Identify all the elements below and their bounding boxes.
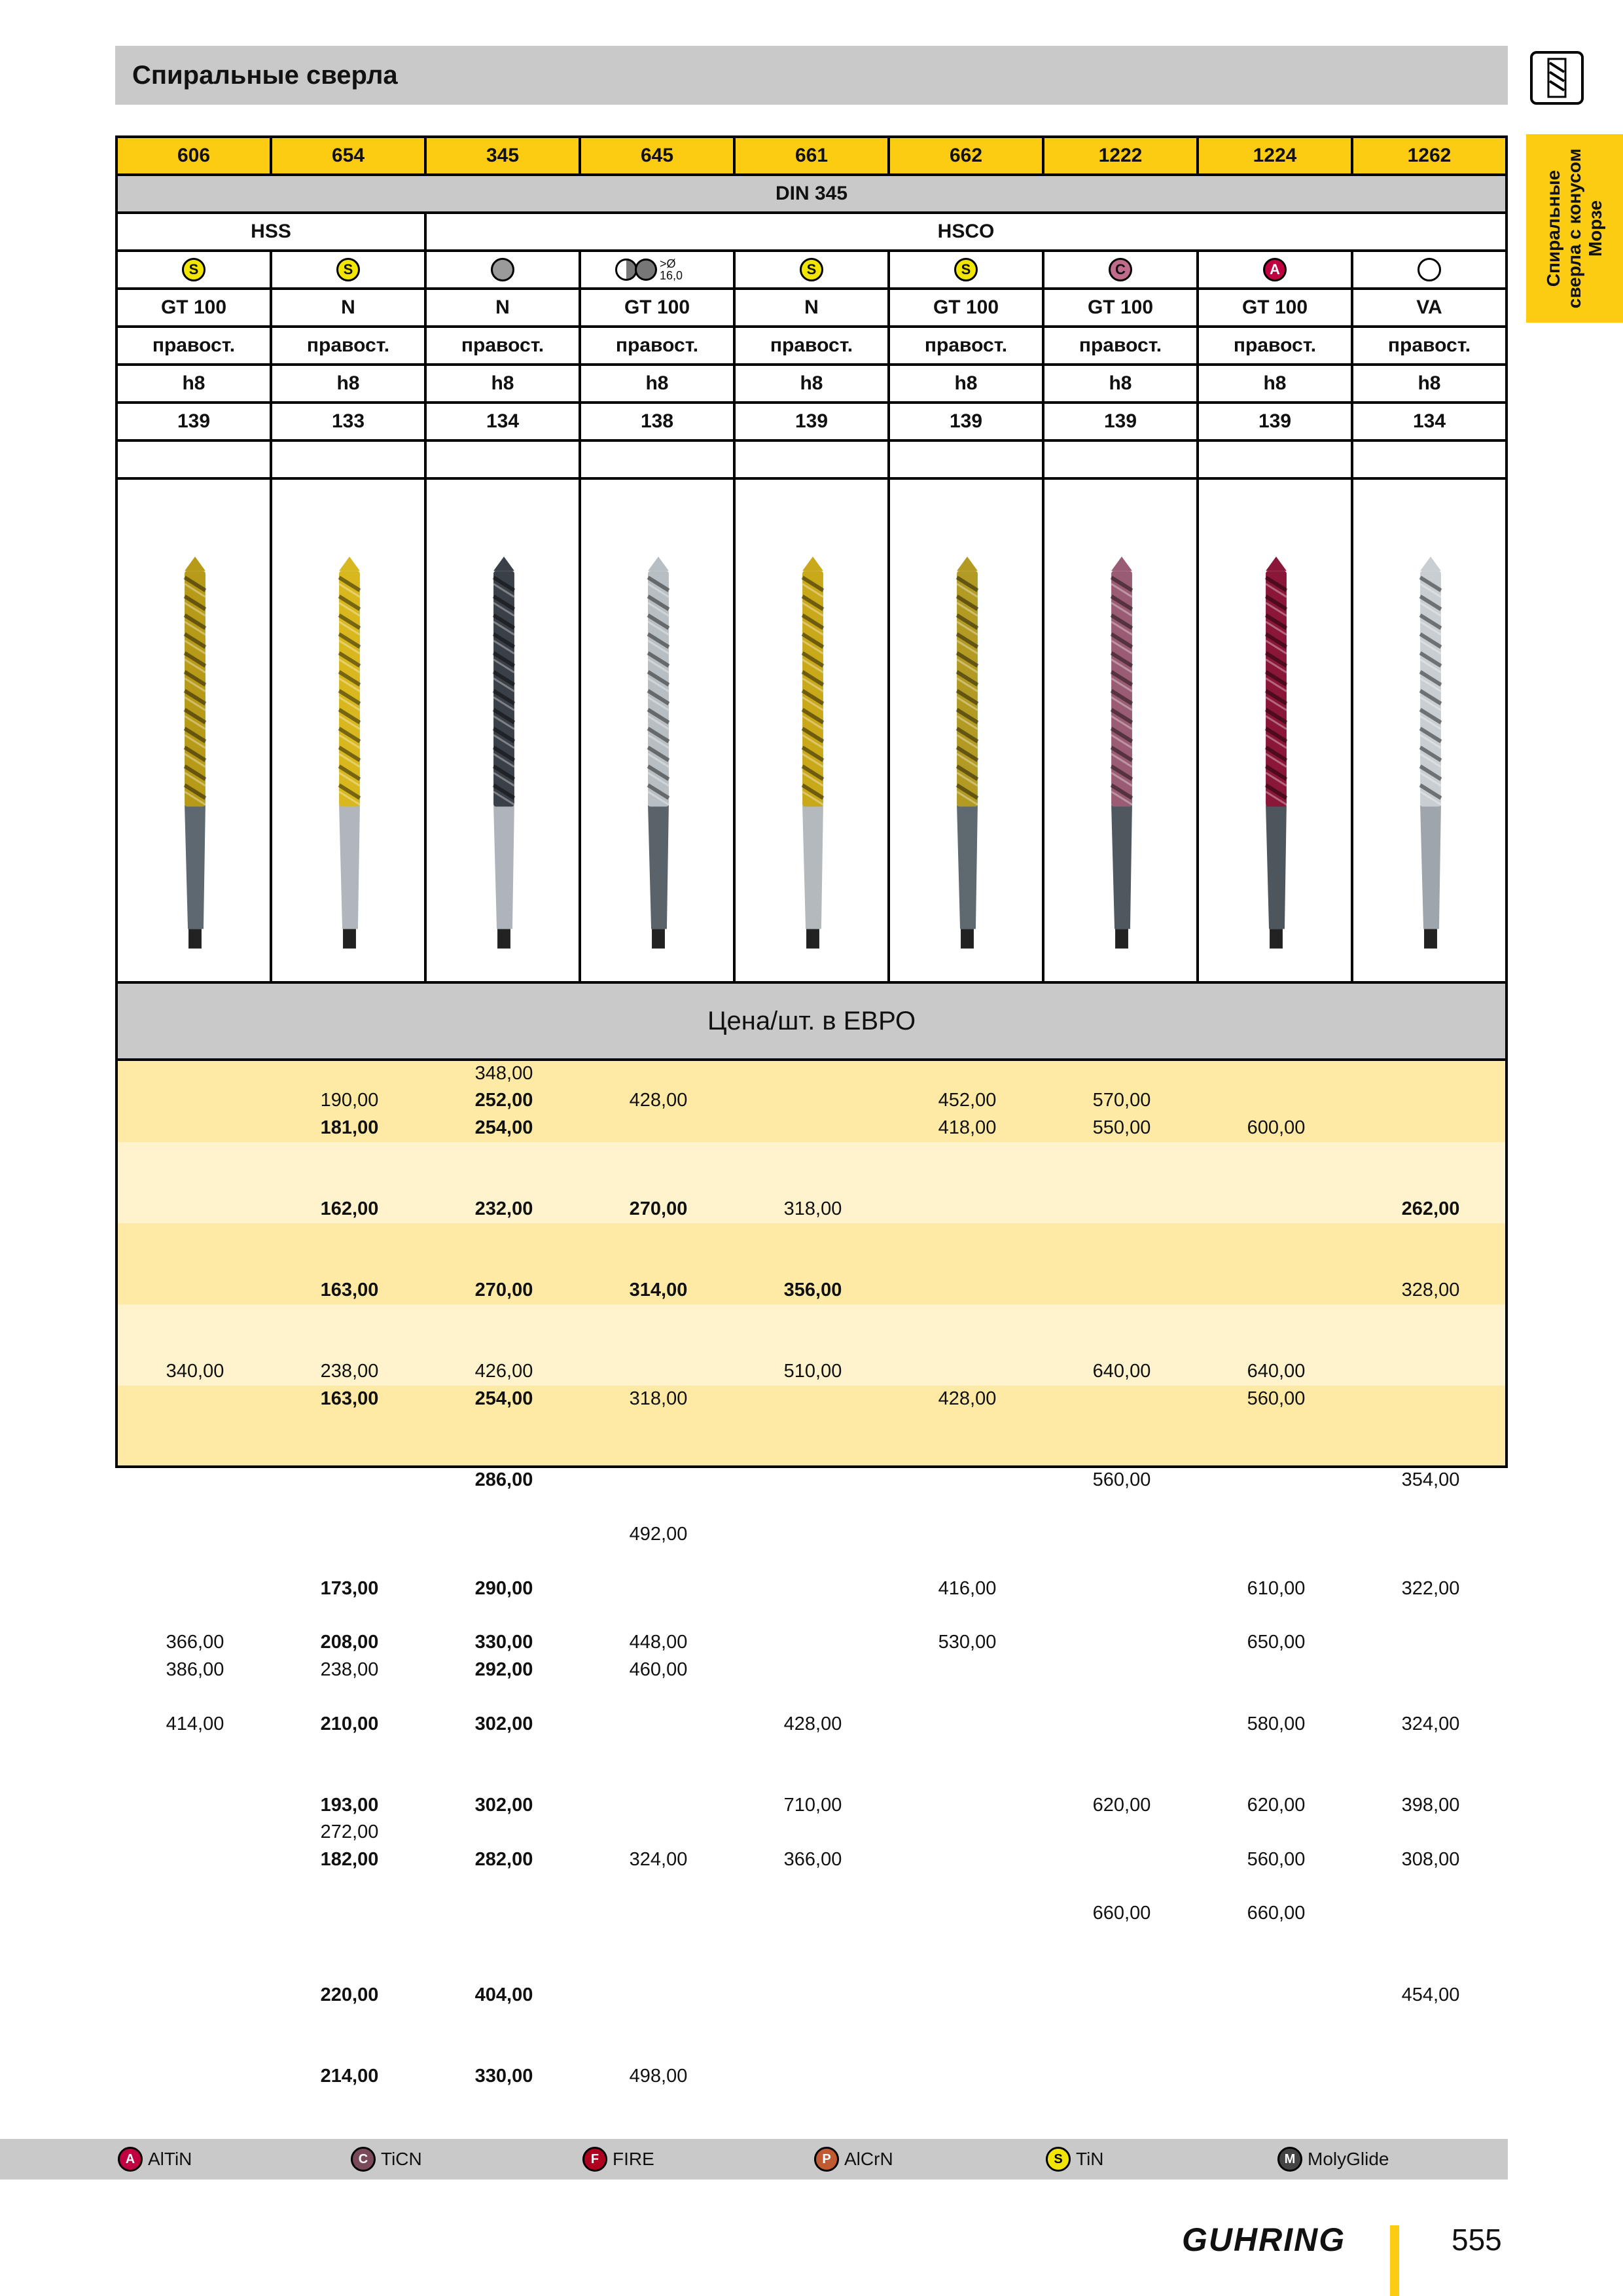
price-value: 328,00	[1401, 1280, 1460, 1301]
price-value: 232,00	[474, 1198, 533, 1219]
price-value: 340,00	[166, 1361, 224, 1382]
type-cell: N	[736, 290, 890, 325]
price-value: 620,00	[1092, 1794, 1151, 1816]
legend-item-molyglide	[1277, 2139, 1389, 2179]
price-value: 193,00	[320, 1794, 379, 1816]
legend-item-ticn	[351, 2139, 422, 2179]
legend-label: AlCrN	[844, 2149, 893, 2169]
price-value: 498,00	[629, 2065, 688, 2087]
price-value: 560,00	[1247, 1388, 1306, 1409]
price-value: 640,00	[1247, 1361, 1306, 1382]
material-row	[118, 214, 1505, 252]
price-value: 330,00	[474, 1632, 533, 1653]
price-value: 270,00	[629, 1198, 688, 1219]
price-value: 314,00	[629, 1280, 688, 1301]
price-value: 254,00	[474, 1388, 533, 1409]
price-value: 290,00	[474, 1577, 533, 1599]
drill-illustration	[1199, 480, 1353, 981]
coating-s-icon: S	[954, 258, 978, 281]
price-value: 510,00	[783, 1361, 842, 1382]
type-cell: GT 100	[1199, 290, 1353, 325]
legend-item-fire	[582, 2139, 654, 2179]
catalog-page-link[interactable]: 138	[581, 404, 736, 439]
tolerance-cell: h8	[272, 366, 427, 401]
catalog-page-link[interactable]: 139	[736, 404, 890, 439]
drill-illustration	[581, 480, 736, 981]
drill-illustration	[272, 480, 427, 981]
tolerance-cell: h8	[581, 366, 736, 401]
price-value: 182,00	[320, 1848, 379, 1870]
type-cell: GT 100	[1044, 290, 1199, 325]
price-value: 282,00	[474, 1848, 533, 1870]
tolerance-row	[118, 366, 1505, 404]
drill-illustration	[1353, 480, 1508, 981]
drill-section-icon	[1529, 50, 1585, 106]
price-value: 414,00	[166, 1713, 224, 1734]
standard-row	[118, 176, 1505, 214]
price-value: 173,00	[320, 1577, 379, 1599]
tolerance-cell: h8	[1044, 366, 1199, 401]
direction-cell: правост.	[890, 328, 1044, 363]
price-value: 386,00	[166, 1659, 224, 1680]
catalog-page-link[interactable]: 134	[1412, 410, 1446, 432]
price-value: 426,00	[474, 1361, 533, 1382]
price-value: 660,00	[1247, 1903, 1306, 1924]
price-value: 163,00	[320, 1280, 379, 1301]
price-value: 560,00	[1092, 1469, 1151, 1490]
tolerance-cell: h8	[736, 366, 890, 401]
direction-cell: правост.	[1387, 334, 1471, 356]
material-hss: HSS	[118, 214, 427, 249]
alcrn-icon: P	[814, 2147, 839, 2172]
coating-c-icon: C	[1109, 258, 1132, 281]
direction-row	[118, 328, 1505, 366]
drill-images-row	[118, 480, 1505, 984]
article-code[interactable]: 606	[118, 138, 272, 173]
price-header-row	[118, 984, 1505, 1061]
type-cell: N	[272, 290, 427, 325]
tin-icon: S	[1046, 2147, 1071, 2172]
price-value: 238,00	[320, 1361, 379, 1382]
article-code[interactable]: 345	[427, 138, 581, 173]
page-number: 555	[1452, 2223, 1502, 2257]
price-value: 208,00	[320, 1632, 379, 1653]
standard-label: DIN 345	[775, 183, 848, 204]
tolerance-cell: h8	[890, 366, 1044, 401]
drill-illustration	[736, 480, 890, 981]
catalog-page-link[interactable]: 134	[427, 404, 581, 439]
coating-legend	[0, 2139, 1508, 2179]
price-value: 322,00	[1401, 1577, 1460, 1599]
legend-label: TiCN	[381, 2149, 422, 2169]
price-value: 252,00	[474, 1090, 533, 1111]
price-value: 238,00	[320, 1659, 379, 1680]
price-value: 660,00	[1092, 1903, 1151, 1924]
price-value: 610,00	[1247, 1577, 1306, 1599]
price-value: 530,00	[938, 1632, 997, 1653]
price-value: 460,00	[629, 1659, 688, 1680]
tolerance-cell: h8	[1199, 366, 1353, 401]
price-value: 710,00	[783, 1794, 842, 1816]
direction-cell: правост.	[427, 328, 581, 363]
catalog-page-link[interactable]: 139	[118, 404, 272, 439]
price-header: Цена/шт. в ЕВРО	[707, 1006, 916, 1035]
coating-s-icon: S	[800, 258, 823, 281]
drill-illustration	[890, 480, 1044, 981]
price-value: 416,00	[938, 1577, 997, 1599]
price-value: 404,00	[474, 1984, 533, 2005]
price-value: 254,00	[474, 1117, 533, 1138]
section-side-tab[interactable]	[1526, 134, 1623, 323]
ticn-icon: C	[351, 2147, 376, 2172]
price-value: 428,00	[938, 1388, 997, 1409]
type-cell: GT 100	[890, 290, 1044, 325]
price-value: 270,00	[474, 1280, 533, 1301]
coating-bright-icon	[491, 258, 514, 281]
coating-s-icon: S	[336, 258, 360, 281]
price-value: 354,00	[1401, 1469, 1460, 1490]
type-cell: GT 100	[581, 290, 736, 325]
blank-row	[118, 442, 1505, 480]
article-code[interactable]: 1262	[1407, 145, 1452, 166]
price-value: 348,00	[474, 1063, 533, 1084]
price-value: 550,00	[1092, 1117, 1151, 1138]
price-list	[118, 1061, 1505, 2087]
drill-illustration	[427, 480, 581, 981]
legend-label: FIRE	[613, 2149, 654, 2169]
price-value: 272,00	[320, 1821, 379, 1843]
price-value: 366,00	[166, 1632, 224, 1653]
article-code[interactable]: 1224	[1199, 138, 1353, 173]
catalog-page-row	[118, 404, 1505, 442]
price-value: 292,00	[474, 1659, 533, 1680]
price-value: 428,00	[783, 1713, 842, 1734]
price-value: 330,00	[474, 2065, 533, 2087]
price-value: 220,00	[320, 1984, 379, 2005]
price-value: 308,00	[1401, 1848, 1460, 1870]
catalog-page-link[interactable]: 139	[890, 404, 1044, 439]
side-tab-label: Спиральные сверла с конусом Морзе	[1543, 148, 1605, 309]
price-value: 324,00	[629, 1848, 688, 1870]
price-value: 454,00	[1401, 1984, 1460, 2005]
article-codes-row	[118, 138, 1505, 176]
price-value: 560,00	[1247, 1848, 1306, 1870]
article-code[interactable]: 654	[272, 138, 427, 173]
price-value: 650,00	[1247, 1632, 1306, 1653]
legend-label: AlTiN	[148, 2149, 192, 2169]
article-code[interactable]: 661	[736, 138, 890, 173]
direction-cell: правост.	[118, 328, 272, 363]
price-value: 286,00	[474, 1469, 533, 1490]
altin-icon: A	[118, 2147, 143, 2172]
price-value: 163,00	[320, 1388, 379, 1409]
price-value: 448,00	[629, 1632, 688, 1653]
fire-icon: F	[582, 2147, 607, 2172]
tolerance-cell: h8	[1418, 372, 1441, 394]
footer-accent-bar	[1390, 2225, 1399, 2296]
article-code[interactable]: 662	[890, 138, 1044, 173]
price-value: 190,00	[320, 1090, 379, 1111]
price-value: 356,00	[783, 1280, 842, 1301]
page-title: Спиральные сверла	[115, 46, 1508, 105]
tolerance-cell: h8	[118, 366, 272, 401]
direction-cell: правост.	[272, 328, 427, 363]
price-value: 302,00	[474, 1713, 533, 1734]
price-value: 398,00	[1401, 1794, 1460, 1816]
direction-cell: правост.	[581, 328, 736, 363]
coating-s-icon: S	[182, 258, 205, 281]
price-value: 570,00	[1092, 1090, 1151, 1111]
type-row	[118, 290, 1505, 328]
price-value: 214,00	[320, 2065, 379, 2087]
type-cell: N	[427, 290, 581, 325]
direction-cell: правост.	[1199, 328, 1353, 363]
legend-item-alcrn	[814, 2139, 893, 2179]
price-value: 324,00	[1401, 1713, 1460, 1734]
price-value: 302,00	[474, 1794, 533, 1816]
drill-illustration	[1044, 480, 1199, 981]
legend-label: TiN	[1076, 2149, 1104, 2169]
catalog-page-link[interactable]: 133	[272, 404, 427, 439]
type-cell: GT 100	[118, 290, 272, 325]
price-value: 580,00	[1247, 1713, 1306, 1734]
catalog-page-link[interactable]: 139	[1044, 404, 1199, 439]
direction-cell: правост.	[736, 328, 890, 363]
price-value: 428,00	[629, 1090, 688, 1111]
catalog-page-link[interactable]: 139	[1199, 404, 1353, 439]
price-value: 318,00	[629, 1388, 688, 1409]
legend-item-altin	[118, 2139, 192, 2179]
article-code[interactable]: 645	[581, 138, 736, 173]
price-value: 452,00	[938, 1090, 997, 1111]
material-hsco: HSCO	[937, 221, 995, 242]
legend-item-tin	[1046, 2139, 1104, 2179]
direction-cell: правост.	[1044, 328, 1199, 363]
legend-label: MolyGlide	[1308, 2149, 1389, 2169]
type-cell: VA	[1416, 296, 1442, 318]
article-code[interactable]: 1222	[1044, 138, 1199, 173]
brand-logo: GUHRING	[1182, 2221, 1346, 2258]
price-value: 162,00	[320, 1198, 379, 1219]
price-value: 492,00	[629, 1523, 688, 1545]
price-value: 262,00	[1401, 1198, 1460, 1219]
coating-size-note: >Ø 16,0	[660, 257, 683, 282]
molyglide-icon: M	[1277, 2147, 1302, 2172]
product-table	[115, 135, 1508, 2087]
price-value: 600,00	[1247, 1117, 1306, 1138]
price-value: 181,00	[320, 1117, 379, 1138]
coating-row	[118, 252, 1505, 290]
coating-dual-icon	[615, 258, 699, 281]
coating-uncoated-icon	[1418, 258, 1441, 281]
price-value: 640,00	[1092, 1361, 1151, 1382]
coating-a-icon: A	[1263, 258, 1287, 281]
price-value: 210,00	[320, 1713, 379, 1734]
price-value: 366,00	[783, 1848, 842, 1870]
price-value: 418,00	[938, 1117, 997, 1138]
drill-illustration	[118, 480, 272, 981]
price-value: 318,00	[783, 1198, 842, 1219]
tolerance-cell: h8	[427, 366, 581, 401]
price-value: 620,00	[1247, 1794, 1306, 1816]
